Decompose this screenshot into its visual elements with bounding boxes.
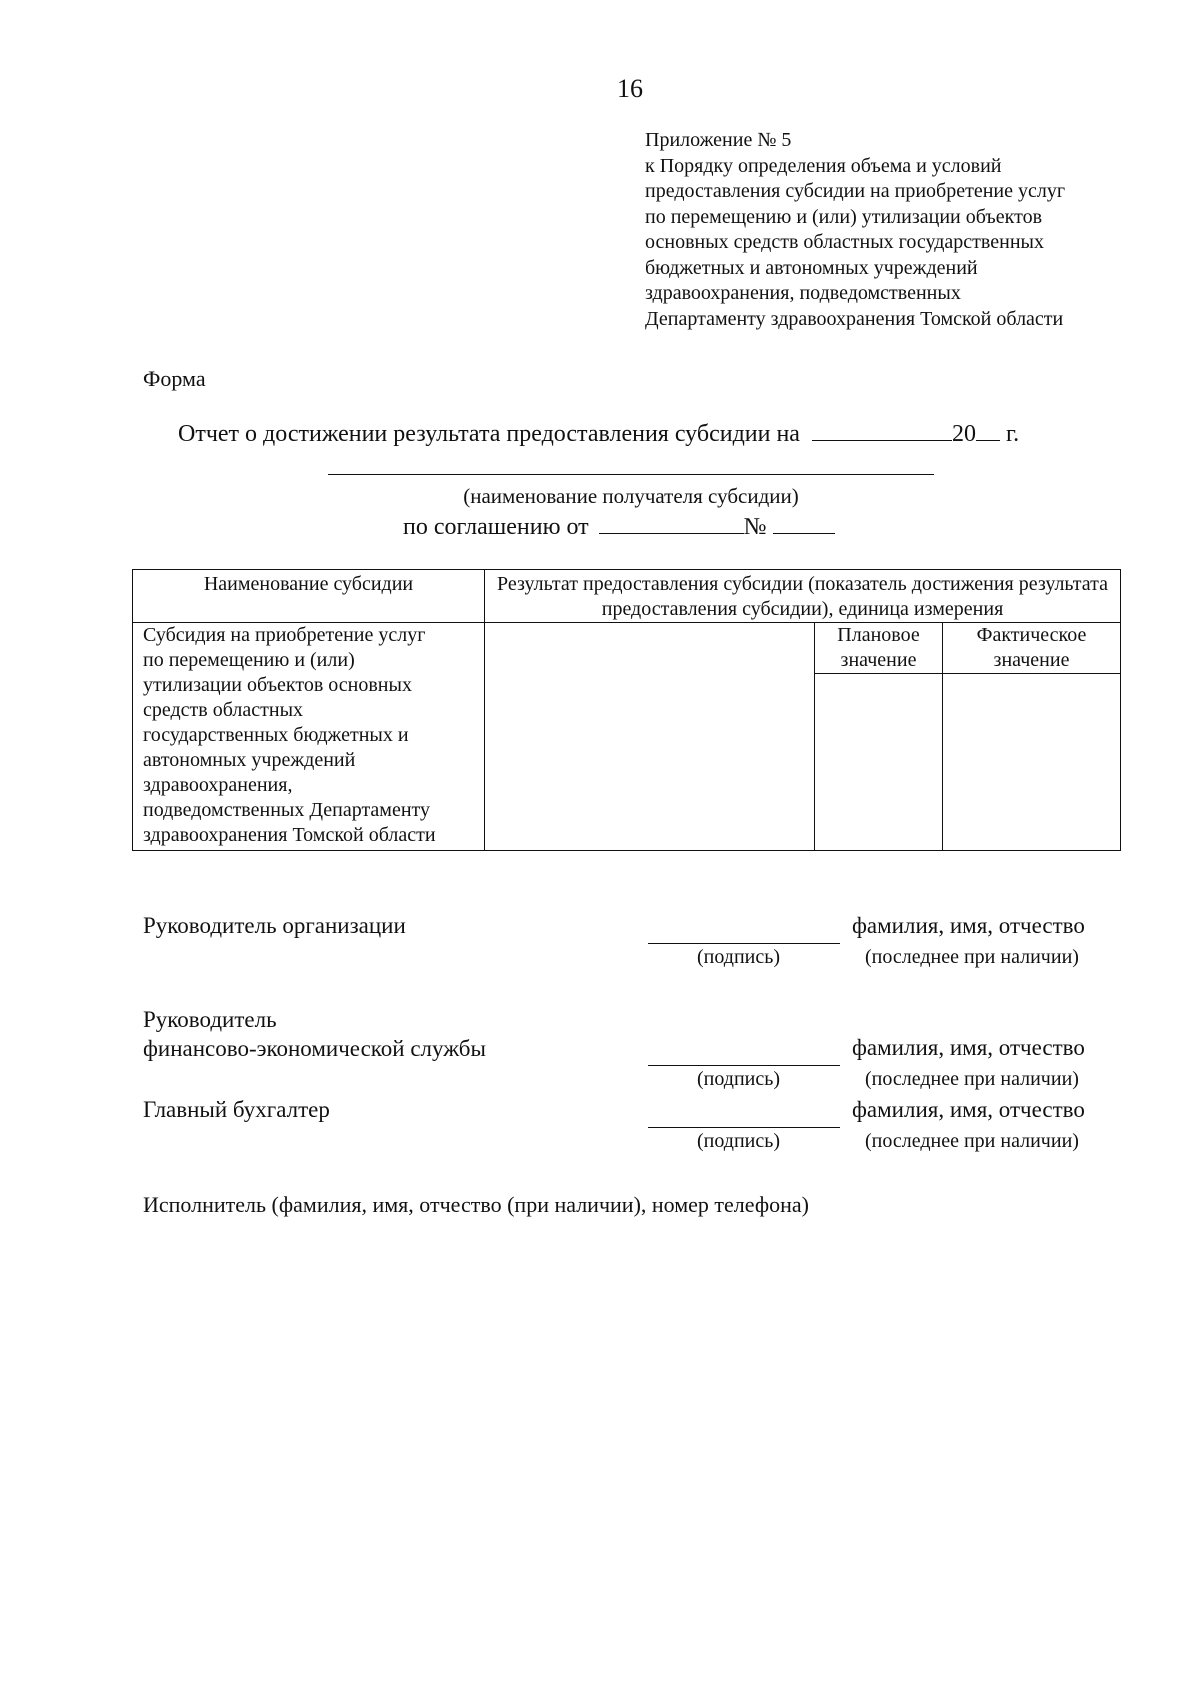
signature-line-accountant[interactable]	[648, 1127, 840, 1128]
agreement-number-blank[interactable]	[773, 532, 835, 534]
page-number: 16	[617, 74, 643, 103]
appendix-line: Приложение № 5	[645, 129, 792, 151]
appendix-line: основных средств областных государственных	[645, 231, 1044, 253]
fio-caption-head: (последнее при наличии)	[865, 946, 1079, 968]
appendix-line: Департаменту здравоохранения Томской области	[645, 307, 1064, 330]
report-title	[178, 421, 1019, 448]
subsidy-name-line: здравоохранения Томской области	[143, 824, 436, 846]
subsidy-name-line: Субсидия на приобретение услуг	[143, 624, 426, 646]
subsidy-name-cell	[133, 623, 485, 851]
signature-label-accountant: Главный бухгалтер	[143, 1097, 330, 1122]
actual-value-header: Фактическое значение	[943, 623, 1121, 674]
report-year-blank[interactable]	[976, 439, 1000, 441]
signature-fio-finance: фамилия, имя, отчество	[852, 1035, 1085, 1060]
appendix-line: здравоохранения, подведомственных	[645, 282, 961, 304]
signature-label-finance-line1: Руководитель	[143, 1007, 277, 1032]
report-year-suffix: г.	[1005, 421, 1020, 447]
recipient-caption: (наименование получателя субсидии)	[463, 484, 799, 508]
subsidy-name-line: по перемещению и (или)	[143, 649, 355, 671]
agreement-prefix: по соглашению от	[403, 514, 589, 540]
planned-value-header: Плановое значение	[815, 623, 943, 674]
agreement-date-blank[interactable]	[599, 532, 744, 534]
subsidy-name-line: утилизации объектов основных	[143, 674, 412, 696]
report-year-text: 20	[951, 421, 976, 447]
form-label: Форма	[143, 366, 206, 391]
signature-line-head[interactable]	[648, 943, 840, 944]
signature-caption-head: (подпись)	[697, 946, 781, 968]
signature-label-head: Руководитель организации	[143, 913, 406, 938]
appendix-line: по перемещению и (или) утилизации объектов	[645, 205, 1043, 228]
recipient-name-line[interactable]	[328, 474, 934, 475]
report-date-blank[interactable]	[812, 439, 952, 441]
table-row	[133, 623, 1121, 674]
subsidy-name-line: здравоохранения,	[143, 774, 293, 796]
signature-line-finance[interactable]	[648, 1065, 840, 1066]
actual-value-cell[interactable]	[943, 674, 1121, 851]
table-header-row	[133, 570, 1121, 623]
report-title-text: Отчет о достижении результата предоставления субсидии на	[178, 421, 800, 447]
agreement-line	[403, 514, 835, 541]
subsidy-name-line: средств областных	[143, 699, 304, 721]
subsidy-name-line: государственных бюджетных и	[143, 724, 409, 746]
signature-fio-accountant: фамилия, имя, отчество	[852, 1097, 1085, 1122]
signature-caption-accountant: (подпись)	[697, 1130, 781, 1152]
executor-line: Исполнитель (фамилия, имя, отчество (при наличии), номер телефона)	[143, 1192, 809, 1217]
subsidy-name-line: подведомственных Департаменту	[143, 799, 431, 821]
planned-value-cell[interactable]	[815, 674, 943, 851]
subsidy-name-line: автономных учреждений	[143, 749, 356, 771]
subsidy-table	[132, 569, 1121, 851]
fio-caption-accountant: (последнее при наличии)	[865, 1130, 1079, 1152]
fio-caption-finance: (последнее при наличии)	[865, 1068, 1079, 1090]
appendix-line: к Порядку определения объема и условий	[645, 154, 1002, 177]
appendix-line: бюджетных и автономных учреждений	[645, 256, 978, 279]
result-value-cell[interactable]	[485, 623, 815, 851]
signature-fio-head: фамилия, имя, отчество	[852, 913, 1085, 938]
agreement-number-sign: №	[743, 514, 767, 540]
signature-caption-finance: (подпись)	[697, 1068, 781, 1090]
appendix-block	[645, 128, 1065, 332]
signature-label-finance-line2: финансово-экономической службы	[143, 1036, 486, 1061]
header-subsidy-name: Наименование субсидии	[133, 570, 485, 623]
header-result: Результат предоставления субсидии (показатель достижения результата предоставления субсидии), единица измерения	[485, 570, 1121, 623]
appendix-line: предоставления субсидии на приобретение услуг	[645, 180, 1066, 202]
